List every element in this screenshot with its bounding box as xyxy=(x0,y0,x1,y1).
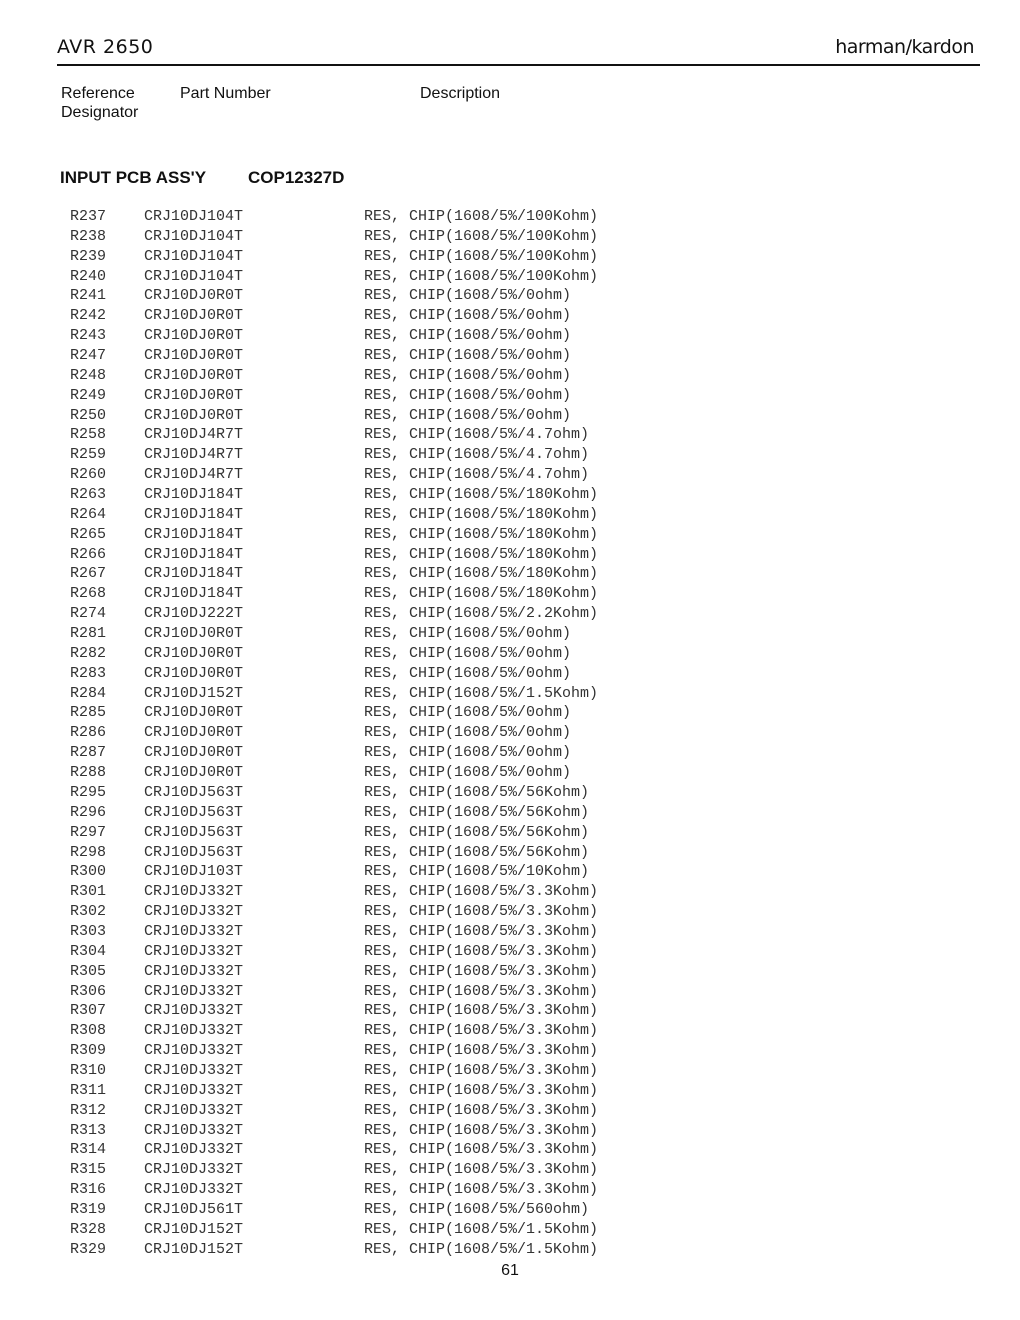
part-description: RES, CHIP(1608/5%/0ohm) xyxy=(364,664,572,682)
part-number: CRJ10DJ0R0T xyxy=(144,287,244,305)
part-number: CRJ10DJ332T xyxy=(144,1002,244,1020)
part-description: RES, CHIP(1608/5%/56Kohm) xyxy=(364,843,590,861)
part-description: RES, CHIP(1608/5%/0ohm) xyxy=(364,307,572,325)
reference-designator: R311 xyxy=(70,1081,107,1099)
reference-designator: R263 xyxy=(70,486,107,504)
part-description: RES, CHIP(1608/5%/100Kohm) xyxy=(364,208,599,225)
part-description: RES, CHIP(1608/5%/0ohm) xyxy=(364,764,572,782)
reference-designator: R306 xyxy=(70,982,107,1000)
part-description: RES, CHIP(1608/5%/3.3Kohm) xyxy=(364,1002,599,1020)
part-number: CRJ10DJ184T xyxy=(144,525,244,543)
part-description: RES, CHIP(1608/5%/3.3Kohm) xyxy=(364,1141,599,1159)
part-description: RES, CHIP(1608/5%/3.3Kohm) xyxy=(364,1081,599,1099)
part-number: CRJ10DJ332T xyxy=(144,1061,244,1079)
part-number: CRJ10DJ332T xyxy=(144,1022,244,1040)
reference-designator: R308 xyxy=(70,1022,107,1040)
part-description: RES, CHIP(1608/5%/4.7ohm) xyxy=(364,426,590,444)
part-number: CRJ10DJ152T xyxy=(144,1220,244,1238)
reference-designator: R328 xyxy=(70,1220,107,1238)
reference-designator: R298 xyxy=(70,843,107,861)
part-description: RES, CHIP(1608/5%/56Kohm) xyxy=(364,783,590,801)
part-description: RES, CHIP(1608/5%/4.7ohm) xyxy=(364,466,590,484)
part-number: CRJ10DJ0R0T xyxy=(144,664,244,682)
part-number: CRJ10DJ103T xyxy=(144,863,244,881)
reference-designator: R301 xyxy=(70,883,107,901)
page-header xyxy=(57,34,980,66)
reference-designator: R313 xyxy=(70,1121,107,1139)
model-title: AVR 2650 xyxy=(57,36,154,58)
part-description: RES, CHIP(1608/5%/2.2Kohm) xyxy=(364,605,599,623)
part-description: RES, CHIP(1608/5%/3.3Kohm) xyxy=(364,1101,599,1119)
part-description: RES, CHIP(1608/5%/0ohm) xyxy=(364,327,572,345)
reference-designator: R309 xyxy=(70,1042,107,1060)
part-description: RES, CHIP(1608/5%/3.3Kohm) xyxy=(364,1061,599,1079)
part-number: CRJ10DJ4R7T xyxy=(144,426,244,444)
part-number: CRJ10DJ563T xyxy=(144,823,244,841)
reference-designator: R249 xyxy=(70,386,107,404)
reference-designator: R239 xyxy=(70,247,107,265)
reference-designator: R312 xyxy=(70,1101,107,1119)
part-number: CRJ10DJ332T xyxy=(144,883,244,901)
part-number: CRJ10DJ0R0T xyxy=(144,327,244,345)
part-number: CRJ10DJ152T xyxy=(144,684,244,702)
reference-designator: R282 xyxy=(70,644,107,662)
part-number: CRJ10DJ184T xyxy=(144,565,244,583)
part-description: RES, CHIP(1608/5%/1.5Kohm) xyxy=(364,1220,599,1238)
part-number: CRJ10DJ0R0T xyxy=(144,307,244,325)
part-number: CRJ10DJ0R0T xyxy=(144,704,244,722)
reference-designator: R238 xyxy=(70,227,107,245)
reference-designator: R265 xyxy=(70,525,107,543)
part-description: RES, CHIP(1608/5%/3.3Kohm) xyxy=(364,962,599,980)
part-description: RES, CHIP(1608/5%/3.3Kohm) xyxy=(364,942,599,960)
part-description: RES, CHIP(1608/5%/1.5Kohm) xyxy=(364,684,599,702)
part-description: RES, CHIP(1608/5%/3.3Kohm) xyxy=(364,883,599,901)
section-code: COP12327D xyxy=(248,168,345,187)
part-number: CRJ10DJ332T xyxy=(144,982,244,1000)
part-description: RES, CHIP(1608/5%/3.3Kohm) xyxy=(364,1022,599,1040)
reference-designator: R259 xyxy=(70,446,107,464)
column-header-description: Description xyxy=(420,85,501,102)
reference-designator: R260 xyxy=(70,466,107,484)
part-number: CRJ10DJ184T xyxy=(144,545,244,563)
reference-designator: R286 xyxy=(70,724,107,742)
reference-designator: R267 xyxy=(70,565,107,583)
reference-designator: R268 xyxy=(70,585,107,603)
column-header-reference: Reference Designator xyxy=(61,85,139,121)
part-description: RES, CHIP(1608/5%/100Kohm) xyxy=(364,267,599,285)
part-description: RES, CHIP(1608/5%/0ohm) xyxy=(364,724,572,742)
part-number: CRJ10DJ332T xyxy=(144,1121,244,1139)
part-number: CRJ10DJ222T xyxy=(144,605,244,623)
reference-designator: R281 xyxy=(70,625,107,643)
part-description: RES, CHIP(1608/5%/3.3Kohm) xyxy=(364,1161,599,1179)
part-description: RES, CHIP(1608/5%/1.5Kohm) xyxy=(364,1240,599,1258)
reference-designator: R319 xyxy=(70,1200,107,1218)
part-number: CRJ10DJ563T xyxy=(144,783,244,801)
part-description: RES, CHIP(1608/5%/0ohm) xyxy=(364,406,572,424)
part-number: CRJ10DJ0R0T xyxy=(144,724,244,742)
reference-designator: R237 xyxy=(70,208,107,225)
section-heading xyxy=(60,168,345,188)
reference-designator: R240 xyxy=(70,267,107,285)
part-description: RES, CHIP(1608/5%/3.3Kohm) xyxy=(364,1042,599,1060)
part-number: CRJ10DJ332T xyxy=(144,922,244,940)
reference-designator: R304 xyxy=(70,942,107,960)
part-number: CRJ10DJ184T xyxy=(144,486,244,504)
part-description: RES, CHIP(1608/5%/180Kohm) xyxy=(364,505,599,523)
part-number: CRJ10DJ104T xyxy=(144,208,244,225)
part-description: RES, CHIP(1608/5%/0ohm) xyxy=(364,347,572,365)
part-number: CRJ10DJ332T xyxy=(144,1101,244,1119)
part-number: CRJ10DJ0R0T xyxy=(144,644,244,662)
part-number: CRJ10DJ104T xyxy=(144,267,244,285)
part-description: RES, CHIP(1608/5%/3.3Kohm) xyxy=(364,1181,599,1199)
reference-designator: R287 xyxy=(70,744,107,762)
part-description: RES, CHIP(1608/5%/0ohm) xyxy=(364,704,572,722)
part-description: RES, CHIP(1608/5%/3.3Kohm) xyxy=(364,903,599,921)
part-description: RES, CHIP(1608/5%/3.3Kohm) xyxy=(364,1121,599,1139)
part-description: RES, CHIP(1608/5%/180Kohm) xyxy=(364,585,599,603)
part-number: CRJ10DJ332T xyxy=(144,1141,244,1159)
part-number: CRJ10DJ332T xyxy=(144,1161,244,1179)
part-description: RES, CHIP(1608/5%/0ohm) xyxy=(364,287,572,305)
part-description: RES, CHIP(1608/5%/560ohm) xyxy=(364,1200,590,1218)
reference-designator: R285 xyxy=(70,704,107,722)
part-number: CRJ10DJ0R0T xyxy=(144,366,244,384)
part-description: RES, CHIP(1608/5%/100Kohm) xyxy=(364,227,599,245)
brand-logo: harman/kardon xyxy=(835,36,974,58)
reference-designator: R316 xyxy=(70,1181,107,1199)
part-number: CRJ10DJ152T xyxy=(144,1240,244,1258)
reference-designator: R305 xyxy=(70,962,107,980)
part-number: CRJ10DJ0R0T xyxy=(144,625,244,643)
part-description: RES, CHIP(1608/5%/180Kohm) xyxy=(364,565,599,583)
part-number: CRJ10DJ561T xyxy=(144,1200,244,1218)
reference-designator: R242 xyxy=(70,307,107,325)
reference-designator: R284 xyxy=(70,684,107,702)
part-description: RES, CHIP(1608/5%/4.7ohm) xyxy=(364,446,590,464)
section-title: INPUT PCB ASS'Y xyxy=(60,168,207,187)
part-description: RES, CHIP(1608/5%/3.3Kohm) xyxy=(364,922,599,940)
reference-designator: R315 xyxy=(70,1161,107,1179)
part-number: CRJ10DJ184T xyxy=(144,585,244,603)
part-description: RES, CHIP(1608/5%/56Kohm) xyxy=(364,803,590,821)
reference-designator: R314 xyxy=(70,1141,107,1159)
reference-designator: R248 xyxy=(70,366,107,384)
reference-designator: R247 xyxy=(70,347,107,365)
part-number: CRJ10DJ563T xyxy=(144,803,244,821)
part-number: CRJ10DJ332T xyxy=(144,942,244,960)
reference-designator: R250 xyxy=(70,406,107,424)
part-number: CRJ10DJ332T xyxy=(144,1081,244,1099)
reference-designator: R241 xyxy=(70,287,107,305)
part-number: CRJ10DJ0R0T xyxy=(144,406,244,424)
part-description: RES, CHIP(1608/5%/10Kohm) xyxy=(364,863,590,881)
part-number: CRJ10DJ563T xyxy=(144,843,244,861)
reference-designator: R295 xyxy=(70,783,107,801)
part-description: RES, CHIP(1608/5%/3.3Kohm) xyxy=(364,982,599,1000)
reference-designator: R310 xyxy=(70,1061,107,1079)
reference-designator: R266 xyxy=(70,545,107,563)
part-number: CRJ10DJ184T xyxy=(144,505,244,523)
part-number: CRJ10DJ0R0T xyxy=(144,764,244,782)
part-description: RES, CHIP(1608/5%/0ohm) xyxy=(364,366,572,384)
part-number: CRJ10DJ4R7T xyxy=(144,466,244,484)
reference-designator: R303 xyxy=(70,922,107,940)
part-description: RES, CHIP(1608/5%/100Kohm) xyxy=(364,247,599,265)
part-description: RES, CHIP(1608/5%/56Kohm) xyxy=(364,823,590,841)
reference-designator: R258 xyxy=(70,426,107,444)
part-description: RES, CHIP(1608/5%/180Kohm) xyxy=(364,545,599,563)
part-description: RES, CHIP(1608/5%/0ohm) xyxy=(364,625,572,643)
part-description: RES, CHIP(1608/5%/0ohm) xyxy=(364,644,572,662)
reference-designator: R329 xyxy=(70,1240,107,1258)
reference-designator: R307 xyxy=(70,1002,107,1020)
reference-designator: R243 xyxy=(70,327,107,345)
part-number: CRJ10DJ0R0T xyxy=(144,744,244,762)
part-description: RES, CHIP(1608/5%/180Kohm) xyxy=(364,525,599,543)
part-number: CRJ10DJ332T xyxy=(144,1042,244,1060)
reference-designator: R296 xyxy=(70,803,107,821)
reference-designator: R297 xyxy=(70,823,107,841)
part-description: RES, CHIP(1608/5%/180Kohm) xyxy=(364,486,599,504)
part-number: CRJ10DJ332T xyxy=(144,903,244,921)
reference-designator: R283 xyxy=(70,664,107,682)
part-number: CRJ10DJ4R7T xyxy=(144,446,244,464)
page-number: 61 xyxy=(501,1262,519,1279)
part-number: CRJ10DJ104T xyxy=(144,247,244,265)
reference-designator: R274 xyxy=(70,605,107,623)
column-header-part-number: Part Number xyxy=(180,85,271,102)
reference-designator: R302 xyxy=(70,903,107,921)
part-number: CRJ10DJ0R0T xyxy=(144,347,244,365)
reference-designator: R300 xyxy=(70,863,107,881)
reference-designator: R264 xyxy=(70,505,107,523)
part-number: CRJ10DJ332T xyxy=(144,1181,244,1199)
part-description: RES, CHIP(1608/5%/0ohm) xyxy=(364,744,572,762)
part-number: CRJ10DJ104T xyxy=(144,227,244,245)
part-description: RES, CHIP(1608/5%/0ohm) xyxy=(364,386,572,404)
reference-designator: R288 xyxy=(70,764,107,782)
part-number: CRJ10DJ332T xyxy=(144,962,244,980)
part-number: CRJ10DJ0R0T xyxy=(144,386,244,404)
